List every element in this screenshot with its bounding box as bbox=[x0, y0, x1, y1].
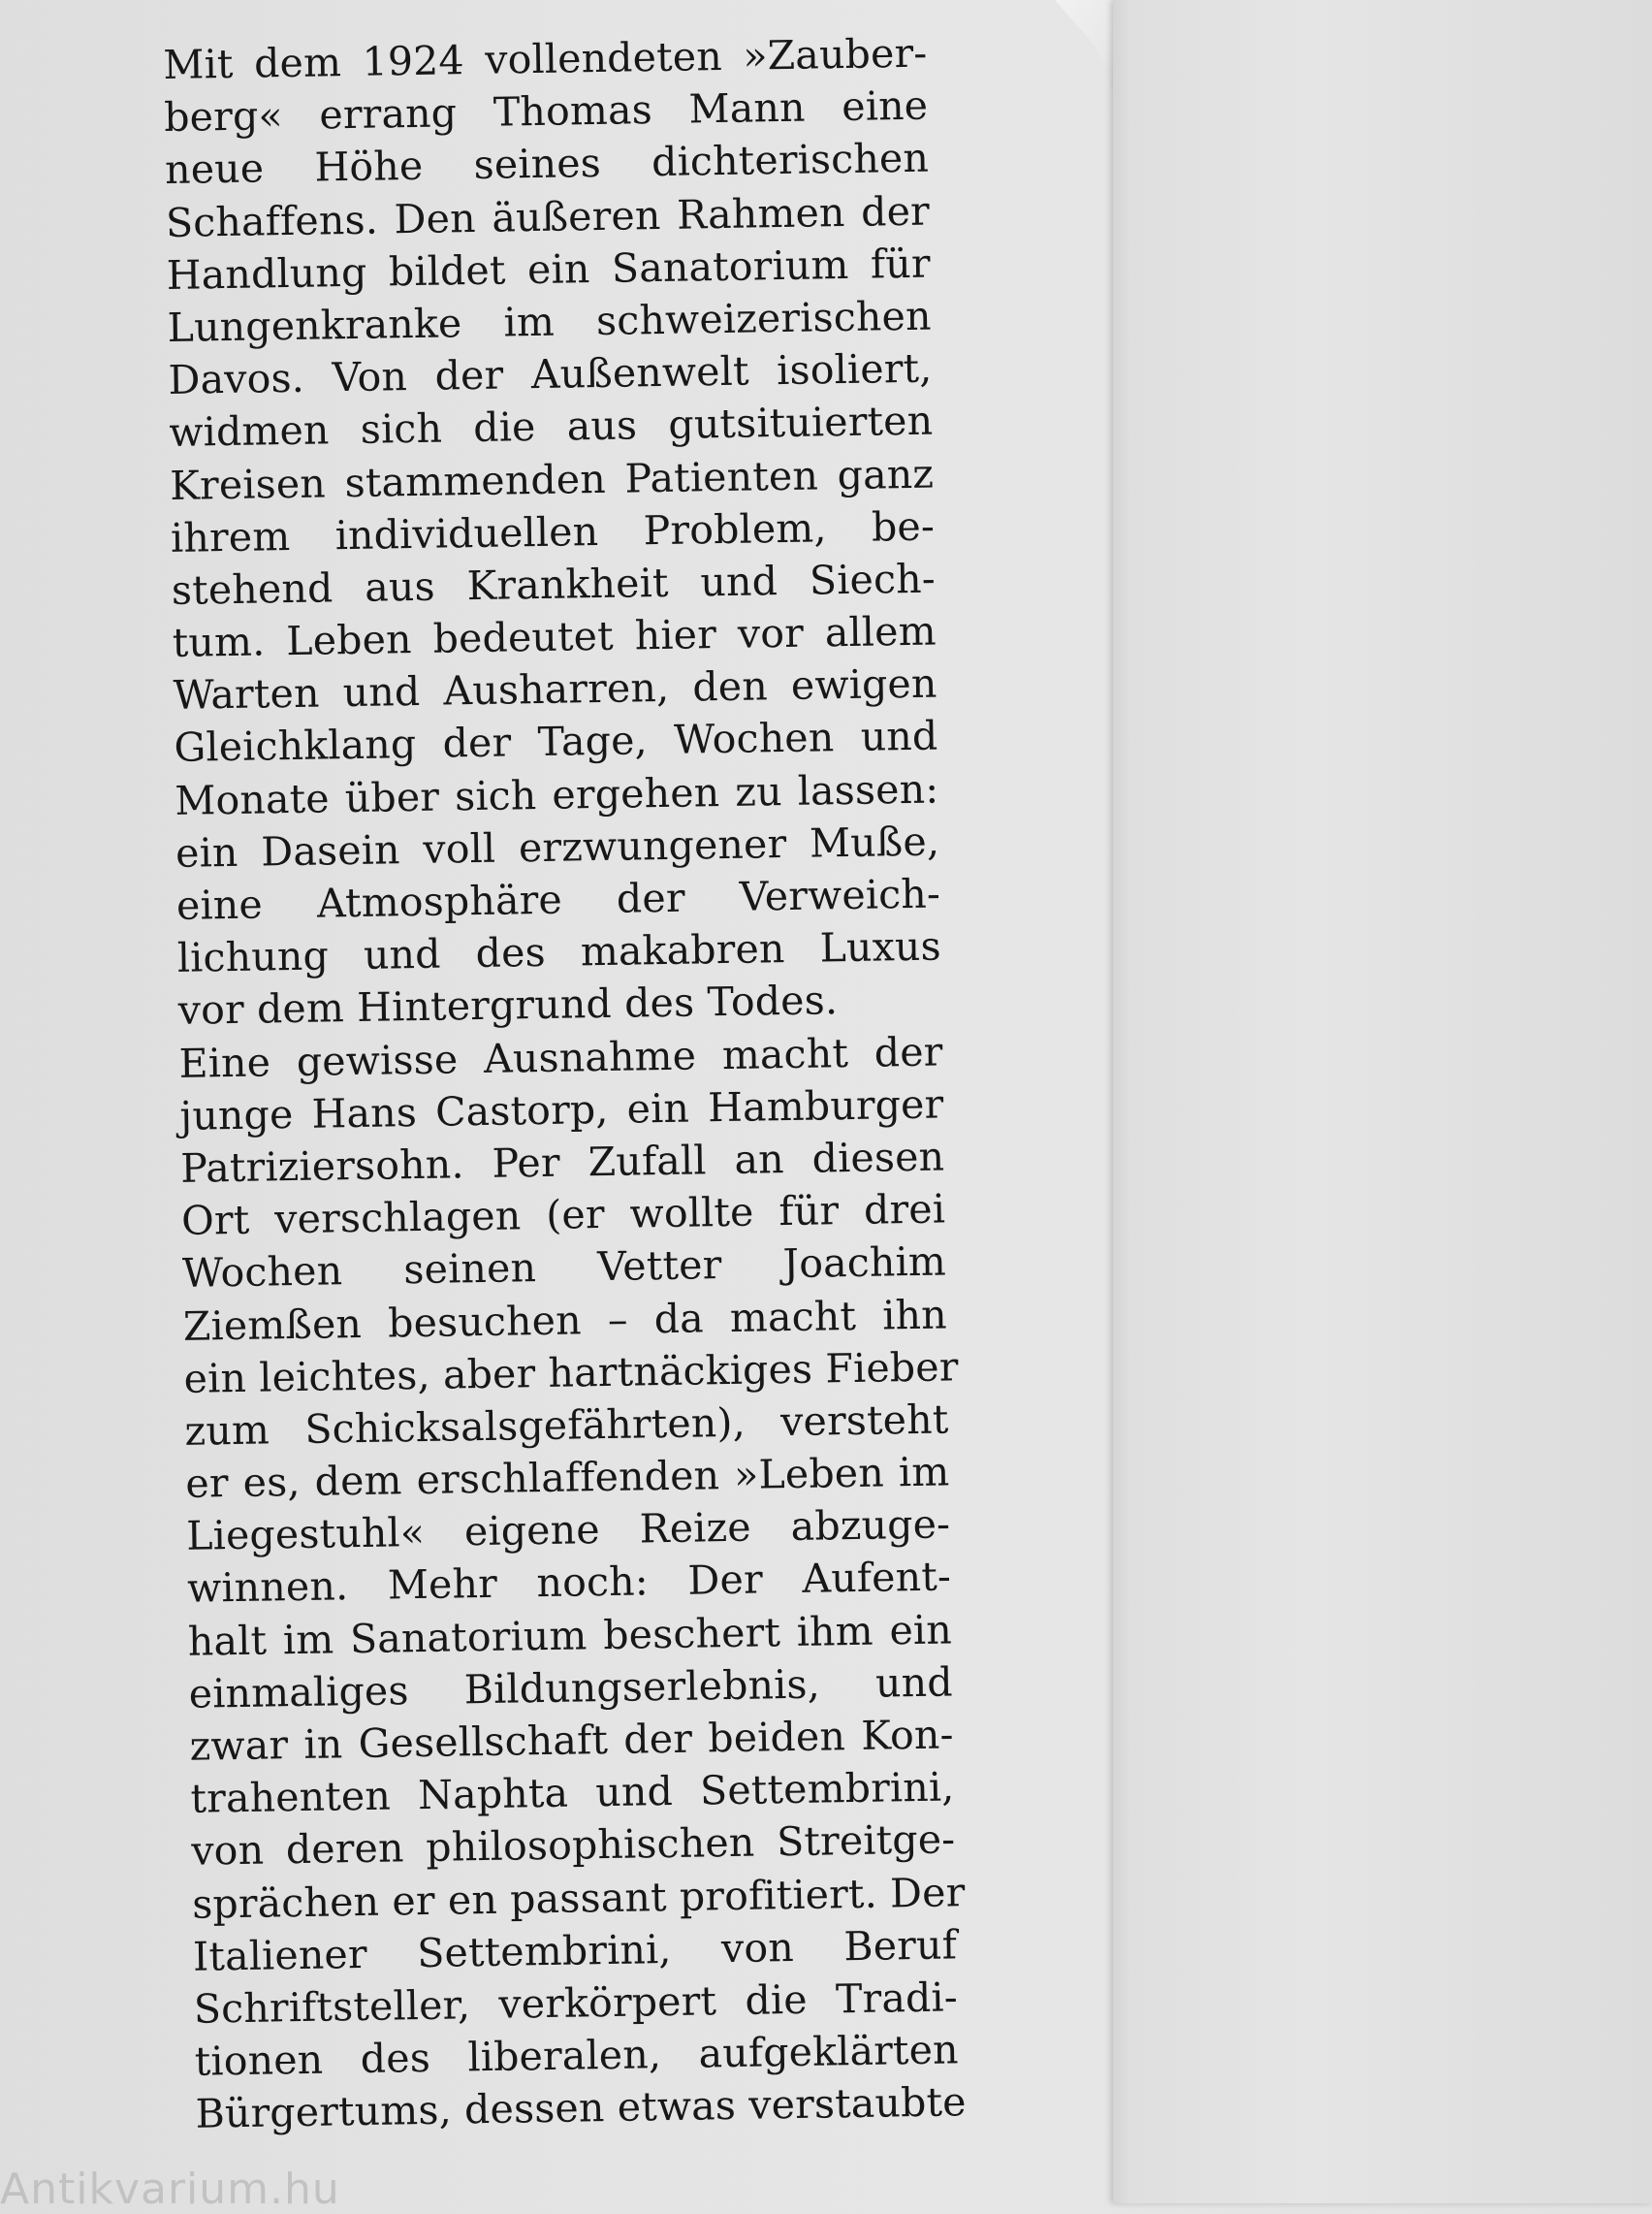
text-line: er es, dem erschlaffenden »Leben im bbox=[185, 1448, 950, 1507]
text-line: Schriftsteller, verkörpert die Tradi- bbox=[193, 1973, 959, 2033]
text-line: Italiener Settembrini, von Beruf bbox=[192, 1921, 958, 1980]
text-line: Lungenkranke im schweizerischen bbox=[167, 292, 932, 351]
book-blurb-text bbox=[163, 27, 968, 2141]
text-line: Ziemßen besuchen – da macht ihn bbox=[182, 1290, 948, 1350]
text-line: eine Atmosphäre der Verweich- bbox=[175, 870, 941, 929]
text-line: Kreisen stammenden Patienten ganz bbox=[169, 450, 935, 509]
text-line: junge Hans Castorp, ein Hamburger bbox=[179, 1080, 944, 1139]
text-line: tum. Leben bedeutet hier vor allem bbox=[172, 607, 937, 666]
text-line: zwar in Gesellschaft der beiden Kon- bbox=[189, 1711, 954, 1770]
text-line: sprächen er en passant profitiert. Der bbox=[191, 1868, 966, 1928]
text-line: Monate über sich ergehen zu lassen: bbox=[174, 765, 939, 824]
text-line: von deren philosophischen Streitge- bbox=[190, 1815, 956, 1876]
text-line: Schaffens. Den äußeren Rahmen der bbox=[165, 187, 931, 246]
text-line: Bürgertums, dessen etwas verstaubte bbox=[195, 2078, 968, 2138]
text-line: stehend aus Krankheit und Siech- bbox=[171, 555, 937, 614]
text-line: ein leichtes, aber hartnäckiges Fieber bbox=[183, 1342, 959, 1402]
text-line: Liegestuhl« eigene Reize abzuge- bbox=[185, 1500, 951, 1560]
text-line: tionen des liberalen, aufgeklärten bbox=[194, 2026, 960, 2085]
watermark: Antikvarium.hu bbox=[0, 2165, 340, 2214]
text-line: Gleichklang der Tage, Wochen und bbox=[174, 712, 938, 772]
text-line: Eine gewisse Ausnahme macht der bbox=[178, 1028, 943, 1087]
text-line-paragraph-end: vor dem Hintergrund des Todes. bbox=[177, 977, 839, 1035]
folded-page-flap bbox=[1113, 0, 1652, 2203]
text-line: Mit dem 1924 vollendeten »Zauber- bbox=[163, 29, 928, 88]
text-line: halt im Sanatorium beschert ihm ein bbox=[187, 1606, 953, 1665]
text-line: trahenten Naphta und Settembrini, bbox=[190, 1763, 955, 1822]
text-line: Davos. Von der Außenwelt isoliert, bbox=[168, 344, 933, 404]
text-line: neue Höhe seines dichterischen bbox=[164, 134, 930, 194]
text-line: Handlung bildet ein Sanatorium für bbox=[166, 240, 932, 299]
text-line: einmaliges Bildungserlebnis, und bbox=[188, 1658, 954, 1717]
text-line: ihrem individuellen Problem, be- bbox=[170, 502, 936, 562]
text-line: widmen sich die aus gutsituierten bbox=[169, 397, 934, 457]
text-line: Patriziersohn. Per Zufall an diesen bbox=[179, 1133, 945, 1192]
text-line: berg« errang Thomas Mann eine bbox=[163, 81, 929, 142]
text-line: Wochen seinen Vetter Joachim bbox=[181, 1237, 947, 1298]
text-line: Warten und Ausharren, den ewigen bbox=[173, 659, 937, 720]
text-line: zum Schicksalsgefährten), versteht bbox=[184, 1396, 949, 1455]
text-line: lichung und des makabren Luxus bbox=[176, 922, 942, 982]
text-line: winnen. Mehr noch: Der Aufent- bbox=[186, 1553, 952, 1613]
text-line: Ort verschlagen (er wollte für drei bbox=[180, 1185, 946, 1244]
text-line: ein Dasein voll erzwungener Muße, bbox=[175, 818, 940, 877]
